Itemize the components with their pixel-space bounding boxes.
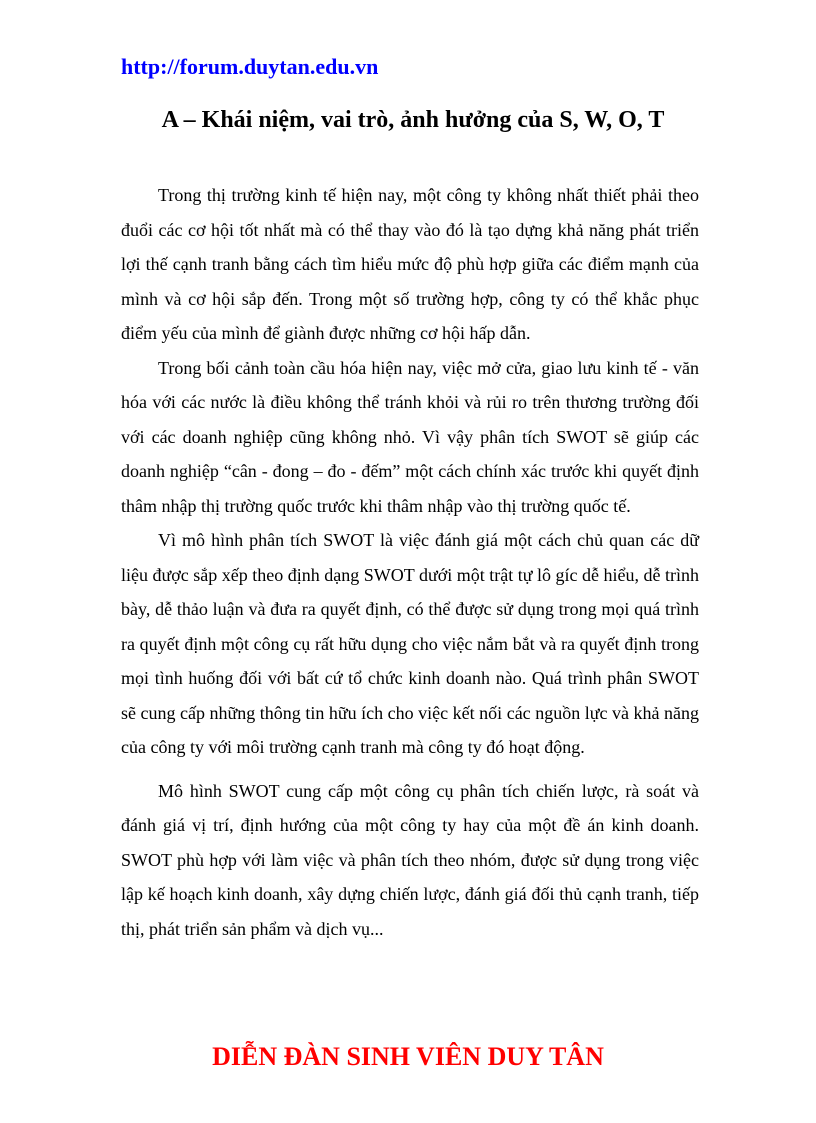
forum-footer-title: DIỄN ĐÀN SINH VIÊN DUY TÂN bbox=[212, 1042, 604, 1071]
document-title: A – Khái niệm, vai trò, ảnh hưởng của S, W, O, T bbox=[161, 107, 665, 133]
forum-url-link[interactable]: http://forum.duytan.edu.vn bbox=[121, 54, 379, 79]
paragraph-3: Vì mô hình phân tích SWOT là việc đánh giá một cách chủ quan các dữ liệu được sắp xếp theo định dạng SWOT dưới một trật tự lô gíc dễ hiểu, dễ trình bày, dễ thảo luận và đưa ra quyết định, có thể được sử dụng trong mọi quá trình ra quyết định một công cụ rất hữu dụng cho việc nắm bắt và ra quyết định trong mọi tình huống đối với bất cứ tổ chức kinh doanh nào. Quá trình phân SWOT sẽ cung cấp những thông tin hữu ích cho việc kết nối các nguồn lực và khả năng của công ty với môi trường cạnh tranh mà công ty đó hoạt động. bbox=[121, 530, 699, 757]
paragraph-4: Mô hình SWOT cung cấp một công cụ phân tích chiến lược, rà soát và đánh giá vị trí, định hướng của một công ty hay của một đề án kinh doanh. SWOT phù hợp với làm việc và phân tích theo nhóm, được sử dụng trong việc lập kế hoạch kinh doanh, xây dựng chiến lược, đánh giá đối thủ cạnh tranh, tiếp thị, phát triển sản phẩm và dịch vụ... bbox=[121, 780, 699, 939]
document-body bbox=[121, 178, 699, 946]
paragraph-2: Trong bối cảnh toàn cầu hóa hiện nay, việc mở cửa, giao lưu kinh tế - văn hóa với các nước là điều không thể tránh khỏi và rủi ro trên thương trường đối với các doanh nghiệp cũng không nhỏ. Vì vậy phân tích SWOT sẽ giúp các doanh nghiệp “cân - đong – đo - đếm” một cách chính xác trước khi quyết định thâm nhập thị trường quốc trước khi thâm nhập vào thị trường quốc tế. bbox=[121, 357, 699, 516]
paragraph-1: Trong thị trường kinh tế hiện nay, một công ty không nhất thiết phải theo đuổi các cơ hội tốt nhất mà có thể thay vào đó là tạo dựng khả năng phát triển lợi thế cạnh tranh bằng cách tìm hiểu mức độ phù hợp giữa các điểm mạnh của mình và cơ hội sắp đến. Trong một số trường hợp, công ty có thể khắc phục điểm yếu của mình để giành được những cơ hội hấp dẫn. bbox=[121, 185, 699, 343]
